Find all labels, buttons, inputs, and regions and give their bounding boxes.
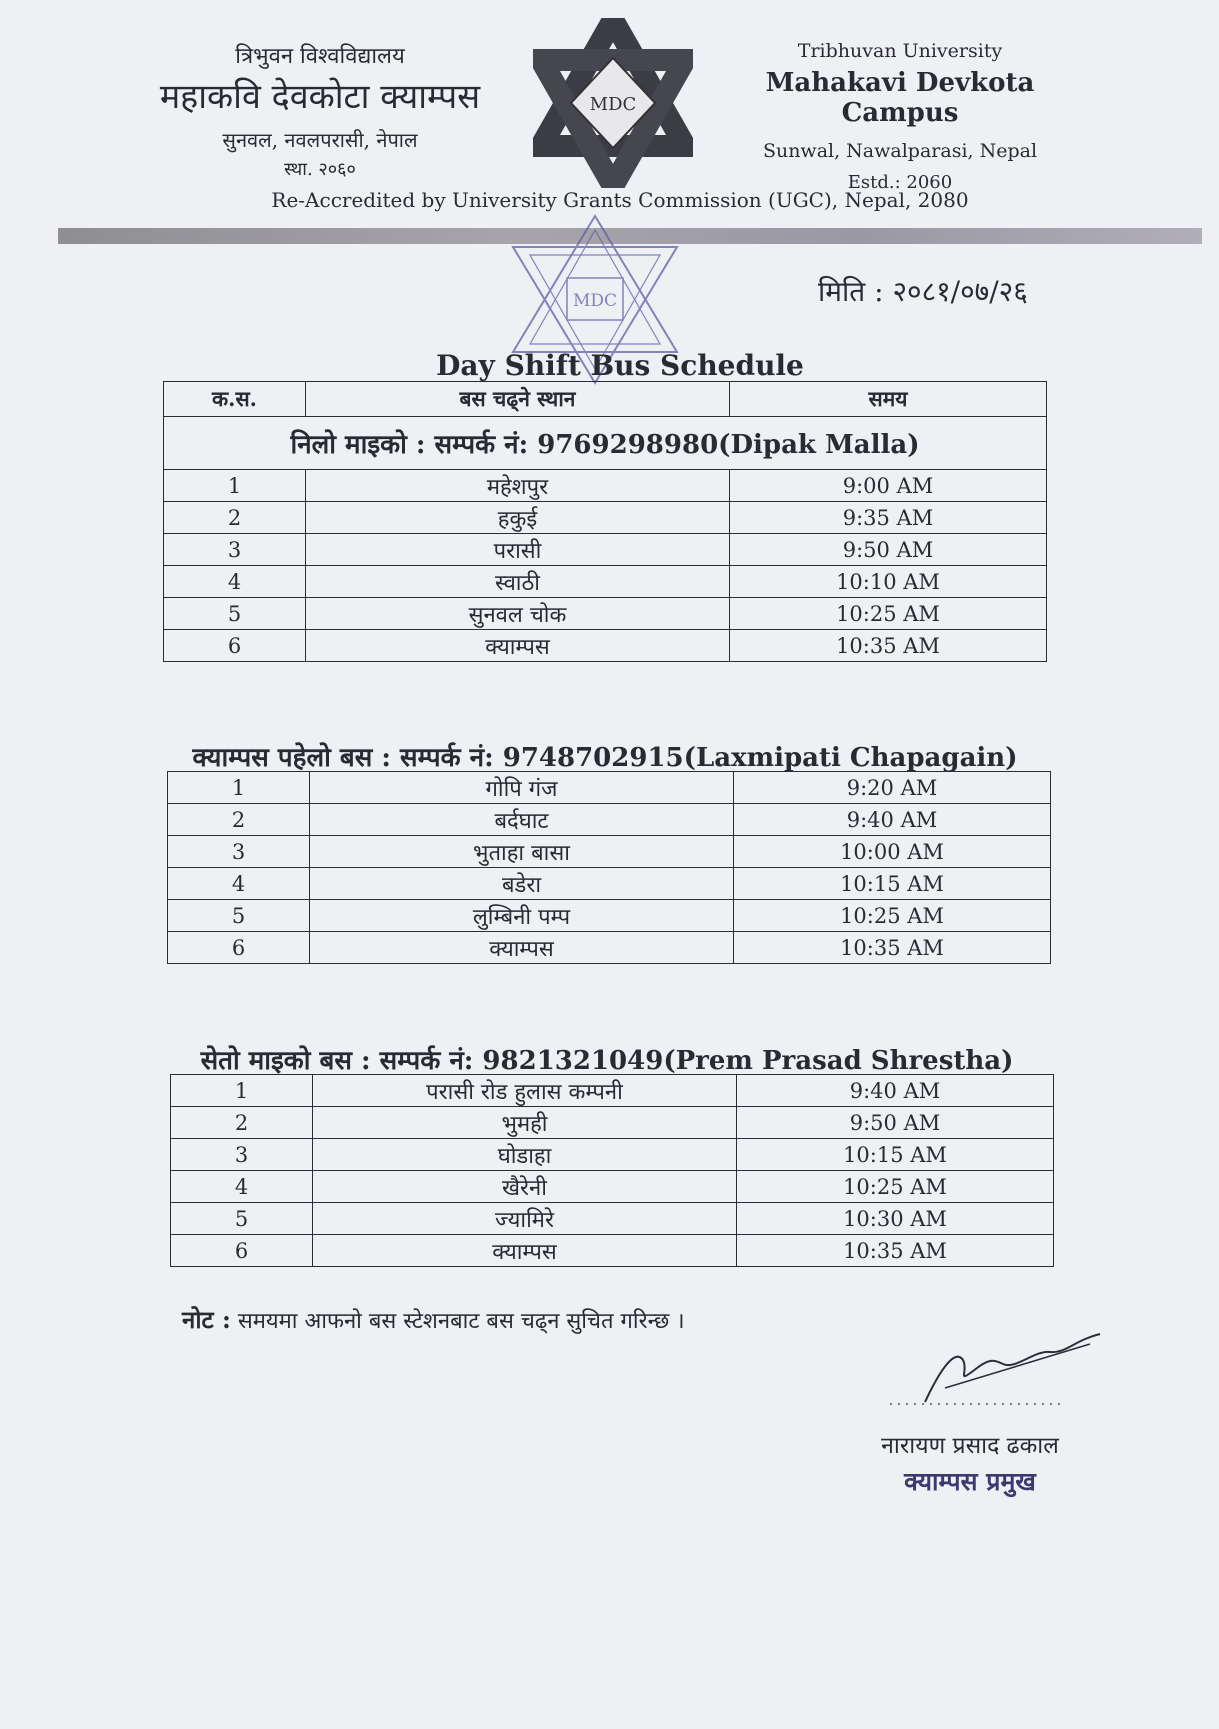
table-row [164,566,1047,598]
stop-time: 10:35 AM [734,932,1051,964]
route-label-2: क्याम्पस पहेलो बस : सम्पर्क नं: 9748702915(Laxmipati Chapagain) [192,743,1018,773]
stop-sn: 1 [164,470,306,502]
stop-place: सुनवल चोक [306,598,730,630]
stop-time: 9:35 AM [730,502,1047,534]
stop-sn: 5 [171,1203,313,1235]
stamp-text: MDC [572,291,618,311]
stop-sn: 2 [171,1107,313,1139]
stop-time: 10:30 AM [737,1203,1054,1235]
stop-sn: 6 [171,1235,313,1267]
signatory-title: क्याम्पस प्रमुख [904,1467,1036,1496]
stop-place: बडेरा [310,868,734,900]
stop-time: 10:10 AM [730,566,1047,598]
stop-sn: 2 [168,804,310,836]
signatory-name: नारायण प्रसाद ढकाल [881,1433,1059,1459]
np-university: त्रिभुवन विश्वविद्यालय [235,44,405,69]
stop-time: 10:25 AM [734,900,1051,932]
np-address: सुनवल, नवलपरासी, नेपाल [222,128,418,152]
table-row [171,1107,1054,1139]
table-row [164,502,1047,534]
table-row [168,772,1051,804]
table-row [171,1075,1054,1107]
stop-place: महेशपुर [306,470,730,502]
stop-time: 9:50 AM [730,534,1047,566]
stop-place: क्याम्पस [306,630,730,662]
note-label: नोट : [182,1305,231,1334]
route-label-1: निलो माइको : सम्पर्क नं: 9769298980(Dipak Malla) [164,417,1047,470]
col-header-time: समय [730,382,1047,417]
logo-text: MDC [589,94,637,115]
date-line: मिति : २०८१/०७/२६ [818,275,1028,308]
table-header-row [164,382,1047,417]
stop-time: 9:50 AM [737,1107,1054,1139]
accreditation-line: Re-Accredited by University Grants Commission (UGC), Nepal, 2080 [271,188,969,212]
stop-place: ज्यामिरे [313,1203,737,1235]
stop-sn: 1 [168,772,310,804]
np-campus: महाकवि देवकोटा क्याम्पस [159,77,481,117]
note-text: समयमा आफनो बस स्टेशनबाट बस चढ्न सुचित गरिन्छ । [237,1309,685,1334]
stop-sn: 3 [164,534,306,566]
stop-place: गोपि गंज [310,772,734,804]
stop-time: 10:00 AM [734,836,1051,868]
stop-sn: 5 [168,900,310,932]
table-row [171,1139,1054,1171]
table-row [168,900,1051,932]
stop-time: 10:25 AM [737,1171,1054,1203]
schedule-table-3 [170,1074,1054,1267]
stop-time: 10:35 AM [730,630,1047,662]
stop-time: 10:15 AM [737,1139,1054,1171]
stop-place: स्वाठी [306,566,730,598]
stop-sn: 3 [168,836,310,868]
signature-icon [885,1330,1115,1410]
stop-place: क्याम्पस [313,1235,737,1267]
stop-place: घोडाहा [313,1139,737,1171]
stop-sn: 4 [171,1171,313,1203]
table-row [164,470,1047,502]
stop-place: खैरेनी [313,1171,737,1203]
stop-time: 10:35 AM [737,1235,1054,1267]
stop-sn: 1 [171,1075,313,1107]
table-row [168,804,1051,836]
route-label-3: सेतो माइको बस : सम्पर्क नं: 9821321049(Prem Prasad Shrestha) [200,1046,1014,1076]
table-row [171,1235,1054,1267]
stop-time: 10:25 AM [730,598,1047,630]
stop-time: 10:15 AM [734,868,1051,900]
table-row [168,932,1051,964]
table-row [168,836,1051,868]
stop-time: 9:40 AM [734,804,1051,836]
schedule-table-2 [167,771,1051,964]
table-row [164,630,1047,662]
note [182,1303,685,1336]
stop-sn: 6 [168,932,310,964]
stop-sn: 2 [164,502,306,534]
en-university: Tribhuvan University [797,40,1003,62]
letterhead-english [720,40,1080,193]
stop-place: लुम्बिनी पम्प [310,900,734,932]
campus-logo-icon [533,18,693,188]
stop-place: हकुई [306,502,730,534]
table-row [168,868,1051,900]
stop-place: बर्दघाट [310,804,734,836]
route-label-row [164,417,1047,470]
en-campus: Mahakavi Devkota Campus [765,68,1035,128]
stop-place: भुमही [313,1107,737,1139]
en-estd: Estd.: 2060 [847,172,953,193]
stop-time: 9:40 AM [737,1075,1054,1107]
stop-sn: 4 [168,868,310,900]
stop-place: भुताहा बासा [310,836,734,868]
np-estd: स्था. २०६० [284,159,356,180]
en-address: Sunwal, Nawalparasi, Nepal [762,140,1038,162]
col-header-place: बस चढ्ने स्थान [306,382,730,417]
stop-place: परासी [306,534,730,566]
col-header-sn: क.स. [164,382,306,417]
table-row [171,1203,1054,1235]
stop-place: परासी रोड हुलास कम्पनी [313,1075,737,1107]
stop-place: क्याम्पस [310,932,734,964]
stop-time: 9:00 AM [730,470,1047,502]
document-title: Day Shift Bus Schedule [436,349,804,382]
stop-sn: 6 [164,630,306,662]
stop-sn: 5 [164,598,306,630]
letterhead-nepali [120,40,520,181]
stop-sn: 3 [171,1139,313,1171]
stop-sn: 4 [164,566,306,598]
schedule-table-1 [163,381,1047,662]
table-row [164,534,1047,566]
table-row [164,598,1047,630]
stop-time: 9:20 AM [734,772,1051,804]
table-row [171,1171,1054,1203]
